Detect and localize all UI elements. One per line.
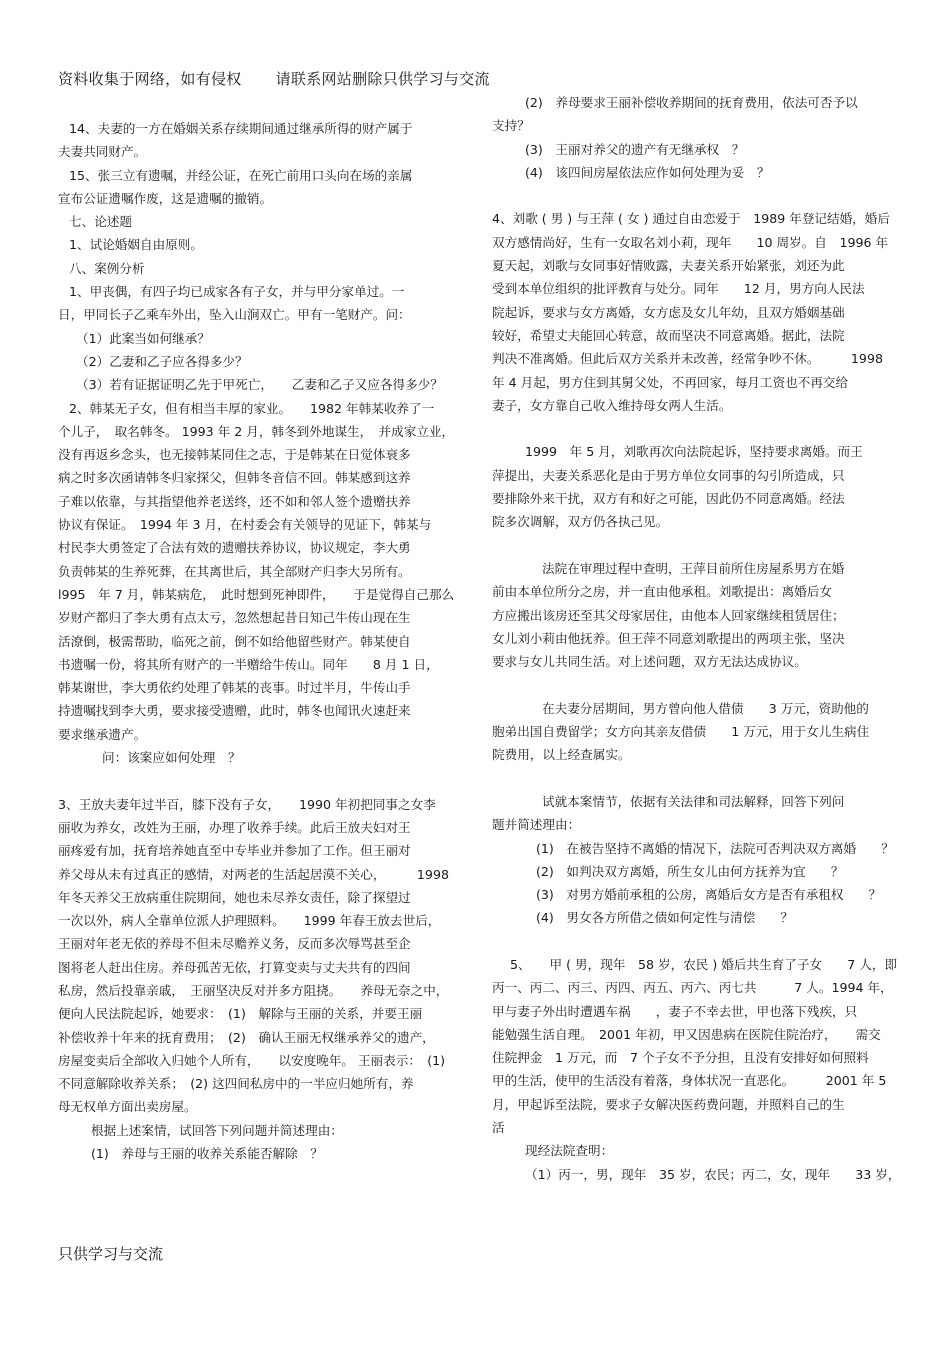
paragraph-gap: [492, 417, 902, 440]
text-line: 1、试论婚姻自由原则。: [69, 237, 203, 253]
text-line: (3) 王丽对养父的遗产有无继承权 ？: [525, 141, 745, 157]
text-line: 前由本单位所分之房，并一直由他承租。刘歌提出：离婚后女: [492, 584, 833, 600]
text-line: 2、韩某无子女，但有相当丰厚的家业。 1982 年韩某收养了一: [69, 400, 435, 416]
text-line: （1）丙一，男，现年 35 岁，农民；丙二，女，现年 33 岁，: [525, 1166, 901, 1182]
text-line: 丽收为养女，改姓为王丽，办理了收养手续。此后王放夫妇对王: [58, 819, 411, 835]
text-line: 日，甲同长子乙乘车外出，坠入山涧双亡。甲有一笔财产。问：: [58, 307, 411, 323]
text-line: (1) 养母与王丽的收养关系能否解除 ？: [91, 1146, 323, 1162]
paragraph-gap: [492, 930, 902, 953]
text-line: 活潦倒，极需帮助，临死之前，倒不如给他留些财产。韩某使自: [58, 633, 411, 649]
paragraph-gap: [492, 534, 902, 557]
text-line: 补偿收养十年来的抚育费用； (2) 确认王丽无权继承养父的遗产，: [58, 1029, 435, 1045]
text-line: 胞弟出国自费留学；女方向其亲友借债 1 万元，用于女儿生病住: [492, 724, 870, 740]
text-line: (4) 男女各方所借之债如何定性与清偿 ？: [536, 910, 794, 926]
text-line: 要求与女儿共同生活。对上述问题，双方无法达成协议。: [492, 654, 807, 670]
text-line: (1) 在被告坚持不离婚的情况下，法院可否判决双方离婚 ？: [536, 840, 894, 856]
text-line: 母无权单方面出卖房屋。: [58, 1099, 197, 1115]
text-line: 王丽对年老无依的养母不但未尽赡养义务，反而多次辱骂甚至企: [58, 936, 411, 952]
text-line: 活: [492, 1120, 505, 1136]
text-line: 协议有保证。 1994 年 3 月，在村委会有关领导的见证下，韩某与: [58, 517, 432, 533]
text-line: 14、夫妻的一方在婚姻关系存续期间通过继承所得的财产属于: [69, 121, 413, 136]
text-line: (3) 对男方婚前承租的公房，离婚后女方是否有承租权 ？: [536, 887, 882, 903]
text-line: 问：该案应如何处理 ？: [102, 750, 241, 766]
text-line: 养父母从未有过真正的感情，对两老的生活起居漠不关心， 1998: [58, 866, 449, 882]
text-line: 不同意解除收养关系； (2) 这四间私房中的一半应归她所有，养: [58, 1076, 414, 1092]
text-line: 个儿子， 取名韩冬。 1993 年 2 月，韩冬到外地谋生， 并成家立业，: [58, 423, 455, 439]
text-line: 15、张三立有遗嘱，并经公证，在死亡前用口头向在场的亲属: [69, 167, 413, 183]
text-line: 1、甲丧偶，有四子均已成家各有子女，并与甲分家单过。一: [69, 284, 405, 300]
page-header: [58, 68, 490, 89]
text-line: 年 4 月起，男方住到其舅父处，不再回家，每月工资也不再交给: [492, 374, 849, 390]
text-line: 现经法院查明：: [525, 1143, 614, 1159]
text-line: 受到本单位组织的批评教育与处分。同年 12 月，男方向人民法: [492, 281, 865, 297]
text-line: 法院在审理过程中查明，王萍目前所住房屋系男方在婚: [542, 560, 845, 576]
text-line: l995 年 7 月，韩某病危， 此时想到死神即件， 于是觉得自己那么: [58, 586, 455, 602]
text-line: 较好，希望丈夫能回心转意，故而坚决不同意离婚。据此，法院: [492, 327, 845, 343]
text-line: 3、王放夫妻年过半百，膝下没有子女， 1990 年初把同事之女李: [58, 796, 436, 812]
text-line: (4) 该四间房屋依法应作如何处理为妥 ？: [525, 164, 770, 180]
header-right-text: 请联系网站删除只供学习与交流: [275, 70, 490, 88]
text-line: 没有再返乡念头，也无接韩某同住之志，于是韩某在日觉体衰多: [58, 447, 411, 463]
text-line: 年冬天养父王放病重住院期间，她也未尽养女责任，除了探望过: [58, 889, 411, 905]
text-line: 萍提出，夫妻关系恶化是由于男方单位女同事的勾引所造成，只: [492, 467, 845, 483]
text-line: 八、案例分析: [69, 260, 145, 276]
text-line: 七、论述题: [69, 214, 132, 230]
text-line: 甲的生活，使甲的生活没有着落，身体状况一直恶化。 2001 年 5: [492, 1073, 887, 1089]
text-line: 根据上述案情，试回答下列问题并简述理由：: [91, 1122, 343, 1138]
text-line: 在夫妻分居期间，男方曾向他人借债 3 万元，资助他的: [542, 700, 869, 716]
text-line: 要求继承遗产。: [58, 726, 147, 742]
paragraph-gap: [492, 184, 902, 207]
text-line: 月，甲起诉至法院，要求子女解决医药费问题，并照料自己的生: [492, 1096, 845, 1112]
text-line: 房屋变卖后全部收入归她个人所有， 以安度晚年。 王丽表示： (1): [58, 1052, 446, 1068]
text-line: 书遗嘱一份，将其所有财产的一半赠给牛传山。同年 8 月 1 日，: [58, 656, 439, 672]
text-line: 持遗嘱找到李大勇，要求接受遗赠，此时，韩冬也闻讯火速赶来: [58, 703, 411, 719]
text-line: 能勉强生活自理。 2001 年初，甲又因患病在医院住院治疗， 需交: [492, 1026, 881, 1042]
page-footer: 只供学习与交流: [58, 1245, 164, 1263]
text-line: 判决不准离婚。但此后双方关系并未改善，经常争吵不休。 1998: [492, 351, 883, 367]
text-line: 院起诉，要求与女方离婚，女方虑及女儿年幼，且双方婚姻基础: [492, 304, 845, 320]
text-line: 负责韩某的生养死葬，在其离世后，其全部财产归李大另所有。: [58, 563, 411, 579]
text-line: 便向人民法院起诉，她要求： (1) 解除与王丽的关系，并要王丽: [58, 1006, 423, 1022]
text-line: 院费用，以上经查属实。: [492, 747, 631, 763]
text-line: 子难以依靠，与其指望他养老送终，还不如和邻人签个遗赠扶养: [58, 493, 411, 509]
header-left-text: 资料收集于网络，如有侵权: [58, 70, 242, 88]
text-line: 女儿刘小莉由他抚养。但王萍不同意刘歌提出的两项主张，坚决: [492, 630, 845, 646]
text-line: (2) 养母要求王丽补偿收养期间的抚育费用，依法可否予以: [525, 95, 858, 110]
left-column: [58, 117, 463, 1165]
text-line: 图将老人赶出住房。养母孤苦无依，打算变卖与丈夫共有的四间: [58, 959, 411, 975]
text-line: （3）若有证据证明乙先于甲死亡， 乙妻和乙子又应各得多少？: [76, 377, 443, 393]
text-line: 一次以外，病人全靠单位派人护理照料。 1999 年春王放去世后，: [58, 913, 441, 929]
text-line: 试就本案情节，依据有关法律和司法解释，回答下列问: [542, 793, 845, 809]
paragraph-gap: [58, 769, 463, 792]
text-line: 要排除外来干扰，双方有和好之可能，因此仍不同意离婚。经法: [492, 491, 845, 507]
text-line: 院多次调解，双方仍各执己见。: [492, 514, 669, 530]
text-line: 支持？: [492, 118, 530, 134]
paragraph-gap: [492, 673, 902, 696]
text-line: 岁财产都归了李大勇有点太亏，忽然想起昔日知己牛传山现在生: [58, 610, 411, 626]
text-line: 夏天起，刘歌与女同事好情败露，夫妻关系开始紧张，刘还为此: [492, 258, 845, 274]
text-line: （1）此案当如何继承？: [76, 330, 210, 346]
text-line: 宣布公证遗嘱作废，这是遗嘱的撤销。: [58, 190, 273, 206]
text-line: （2）乙妻和乙子应各得多少？: [76, 353, 248, 369]
text-line: 夫妻共同财产。: [58, 144, 147, 160]
paragraph-gap: [492, 767, 902, 790]
text-line: 住院押金 1 万元，而 7 个子女不予分担，且没有安排好如何照料: [492, 1050, 869, 1066]
text-line: 私房，然后投靠亲戚， 王丽坚决反对并多方阻挠。 养母无奈之中，: [58, 982, 449, 998]
text-line: 病之时多次函请韩冬归家探父，但韩冬音信不回。韩某感到这养: [58, 470, 411, 486]
text-line: 5、 甲 ( 男，现年 58 岁，农民 ) 婚后共生育了子女 7 人，即: [510, 956, 898, 972]
text-line: 甲与妻子外出时遭遇车祸 ，妻子不幸去世，甲也落下残疾，只: [492, 1003, 858, 1019]
text-line: 1999 年 5 月，刘歌再次向法院起诉，坚持要求离婚。而王: [525, 444, 863, 460]
text-line: 方应搬出该房还至其父母家居住，由他本人回家继续租赁居住；: [492, 607, 845, 623]
text-line: 4、刘歌 ( 男 ) 与王萍 ( 女 ) 通过自由恋爱于 1989 年登记结婚，婚后: [492, 211, 890, 227]
text-line: 韩某谢世，李大勇依约处理了韩某的丧事。时过半月，牛传山手: [58, 680, 411, 696]
text-line: 丙一、丙二、丙三、丙四、丙五、丙六、丙七共 7 人。1994 年，: [492, 980, 893, 996]
text-line: 题并简述理由：: [492, 817, 581, 833]
text-line: 双方感情尚好，生有一女取名刘小莉，现年 10 周岁。自 1996 年: [492, 234, 889, 250]
text-line: (2) 如判决双方离婚，所生女儿由何方抚养为宜 ？: [536, 863, 844, 879]
right-column: [492, 91, 902, 1186]
text-line: 妻子，女方靠自己收入维持母女两人生活。: [492, 397, 732, 413]
text-line: 丽疼爱有加，抚育培养她直至中专毕业并参加了工作。但王丽对: [58, 843, 411, 859]
text-line: 村民李大勇签定了合法有效的遗赠扶养协议，协议规定，李大勇: [58, 540, 411, 556]
